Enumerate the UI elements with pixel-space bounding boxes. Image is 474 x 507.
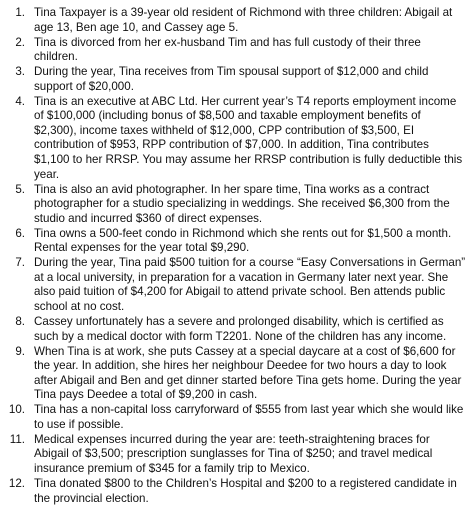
item-text: Tina has a non-capital loss carryforward of $555 from last year which she would like to use if possible. [34, 403, 464, 431]
item-number: 12. [8, 477, 25, 490]
item-number: 1. [15, 6, 25, 19]
item-text: Medical expenses incurred during the year are: teeth-straightening braces for Abigail of $3,500; prescription sunglasses for Tina of $250; and travel medical insurance premium of $345 for a family trip to Mexico. [34, 432, 433, 475]
list-item-3 [0, 65, 474, 94]
list-item-7 [0, 256, 474, 314]
item-text: Cassey unfortunately has a severe and prolonged disability, which is certified as such by a medical doctor with form T2201. None of the children has any income. [34, 314, 447, 343]
item-number: 4. [15, 94, 25, 108]
item-number: 7. [15, 256, 25, 270]
item-text: Tina owns a 500-feet condo in Richmond which she rents out for $1,500 a month. Rental expenses for the year total $9,290. [34, 226, 452, 255]
list-item-1 [0, 6, 474, 35]
item-number: 8. [15, 314, 25, 328]
item-text: Tina is an executive at ABC Ltd. Her current year’s T4 reports employment income of $100,000 (including bonus of $8,500 and taxable employment benefits of $2,300), income taxes withheld of $12,000, CPP contribution of $3,500, EI contribution of $953, RPP contribution of $7,000. In addition, Tina contributes $1,100 to her RRSP. You may assume her RRSP contribution is fully deductible this year. [34, 94, 463, 181]
item-number: 6. [15, 226, 25, 240]
item-text: During the year, Tina paid $500 tuition for a course “Easy Conversations in German” at a local university, in preparation for a vacation in Germany later next year. She also paid tuition of $4,200 for Abigail to attend private school. Ben attends public school at no cost. [34, 256, 466, 313]
list-item-10 [0, 403, 474, 432]
item-number: 3. [15, 65, 25, 79]
item-number: 11. [9, 432, 25, 446]
list-item-2 [0, 36, 474, 65]
item-text: During the year, Tina receives from Tim spousal support of $12,000 and child support of $20,000. [34, 65, 429, 93]
numbered-list [0, 6, 474, 506]
item-text: Tina donated $800 to the Children’s Hospital and $200 to a registered candidate in the provincial election. [34, 477, 457, 505]
list-item-8 [0, 315, 474, 344]
item-number: 2. [15, 35, 25, 49]
item-text: When Tina is at work, she puts Cassey at a special daycare at a cost of $6,600 for the year. In addition, she hires her neighbour Deedee for two hours a day to look after Abigail and Ben and get dinner started before Tina gets home. During the year Tina pays Deedee a total of $9,200 in cash. [34, 344, 462, 402]
list-item-9 [0, 345, 474, 403]
list-item-12 [0, 477, 474, 506]
list-item-11 [0, 433, 474, 477]
document-body [0, 6, 474, 507]
item-text: Tina is also an avid photographer. In her spare time, Tina works as a contract photographer for a studio specializing in weddings. She received $6,300 from the studio and incurred $360 of direct expenses. [34, 182, 450, 225]
list-item-5 [0, 183, 474, 227]
item-text: Tina Taxpayer is a 39-year old resident of Richmond with three children: Abigail at age 13, Ben age 10, and Cassey age 5. [34, 6, 453, 34]
list-item-6 [0, 227, 474, 256]
item-number: 5. [15, 182, 25, 196]
item-number: 9. [15, 344, 25, 358]
item-text: Tina is divorced from her ex-husband Tim and has full custody of their three children. [34, 35, 421, 64]
list-item-4 [0, 95, 474, 182]
item-number: 10. [8, 403, 25, 417]
